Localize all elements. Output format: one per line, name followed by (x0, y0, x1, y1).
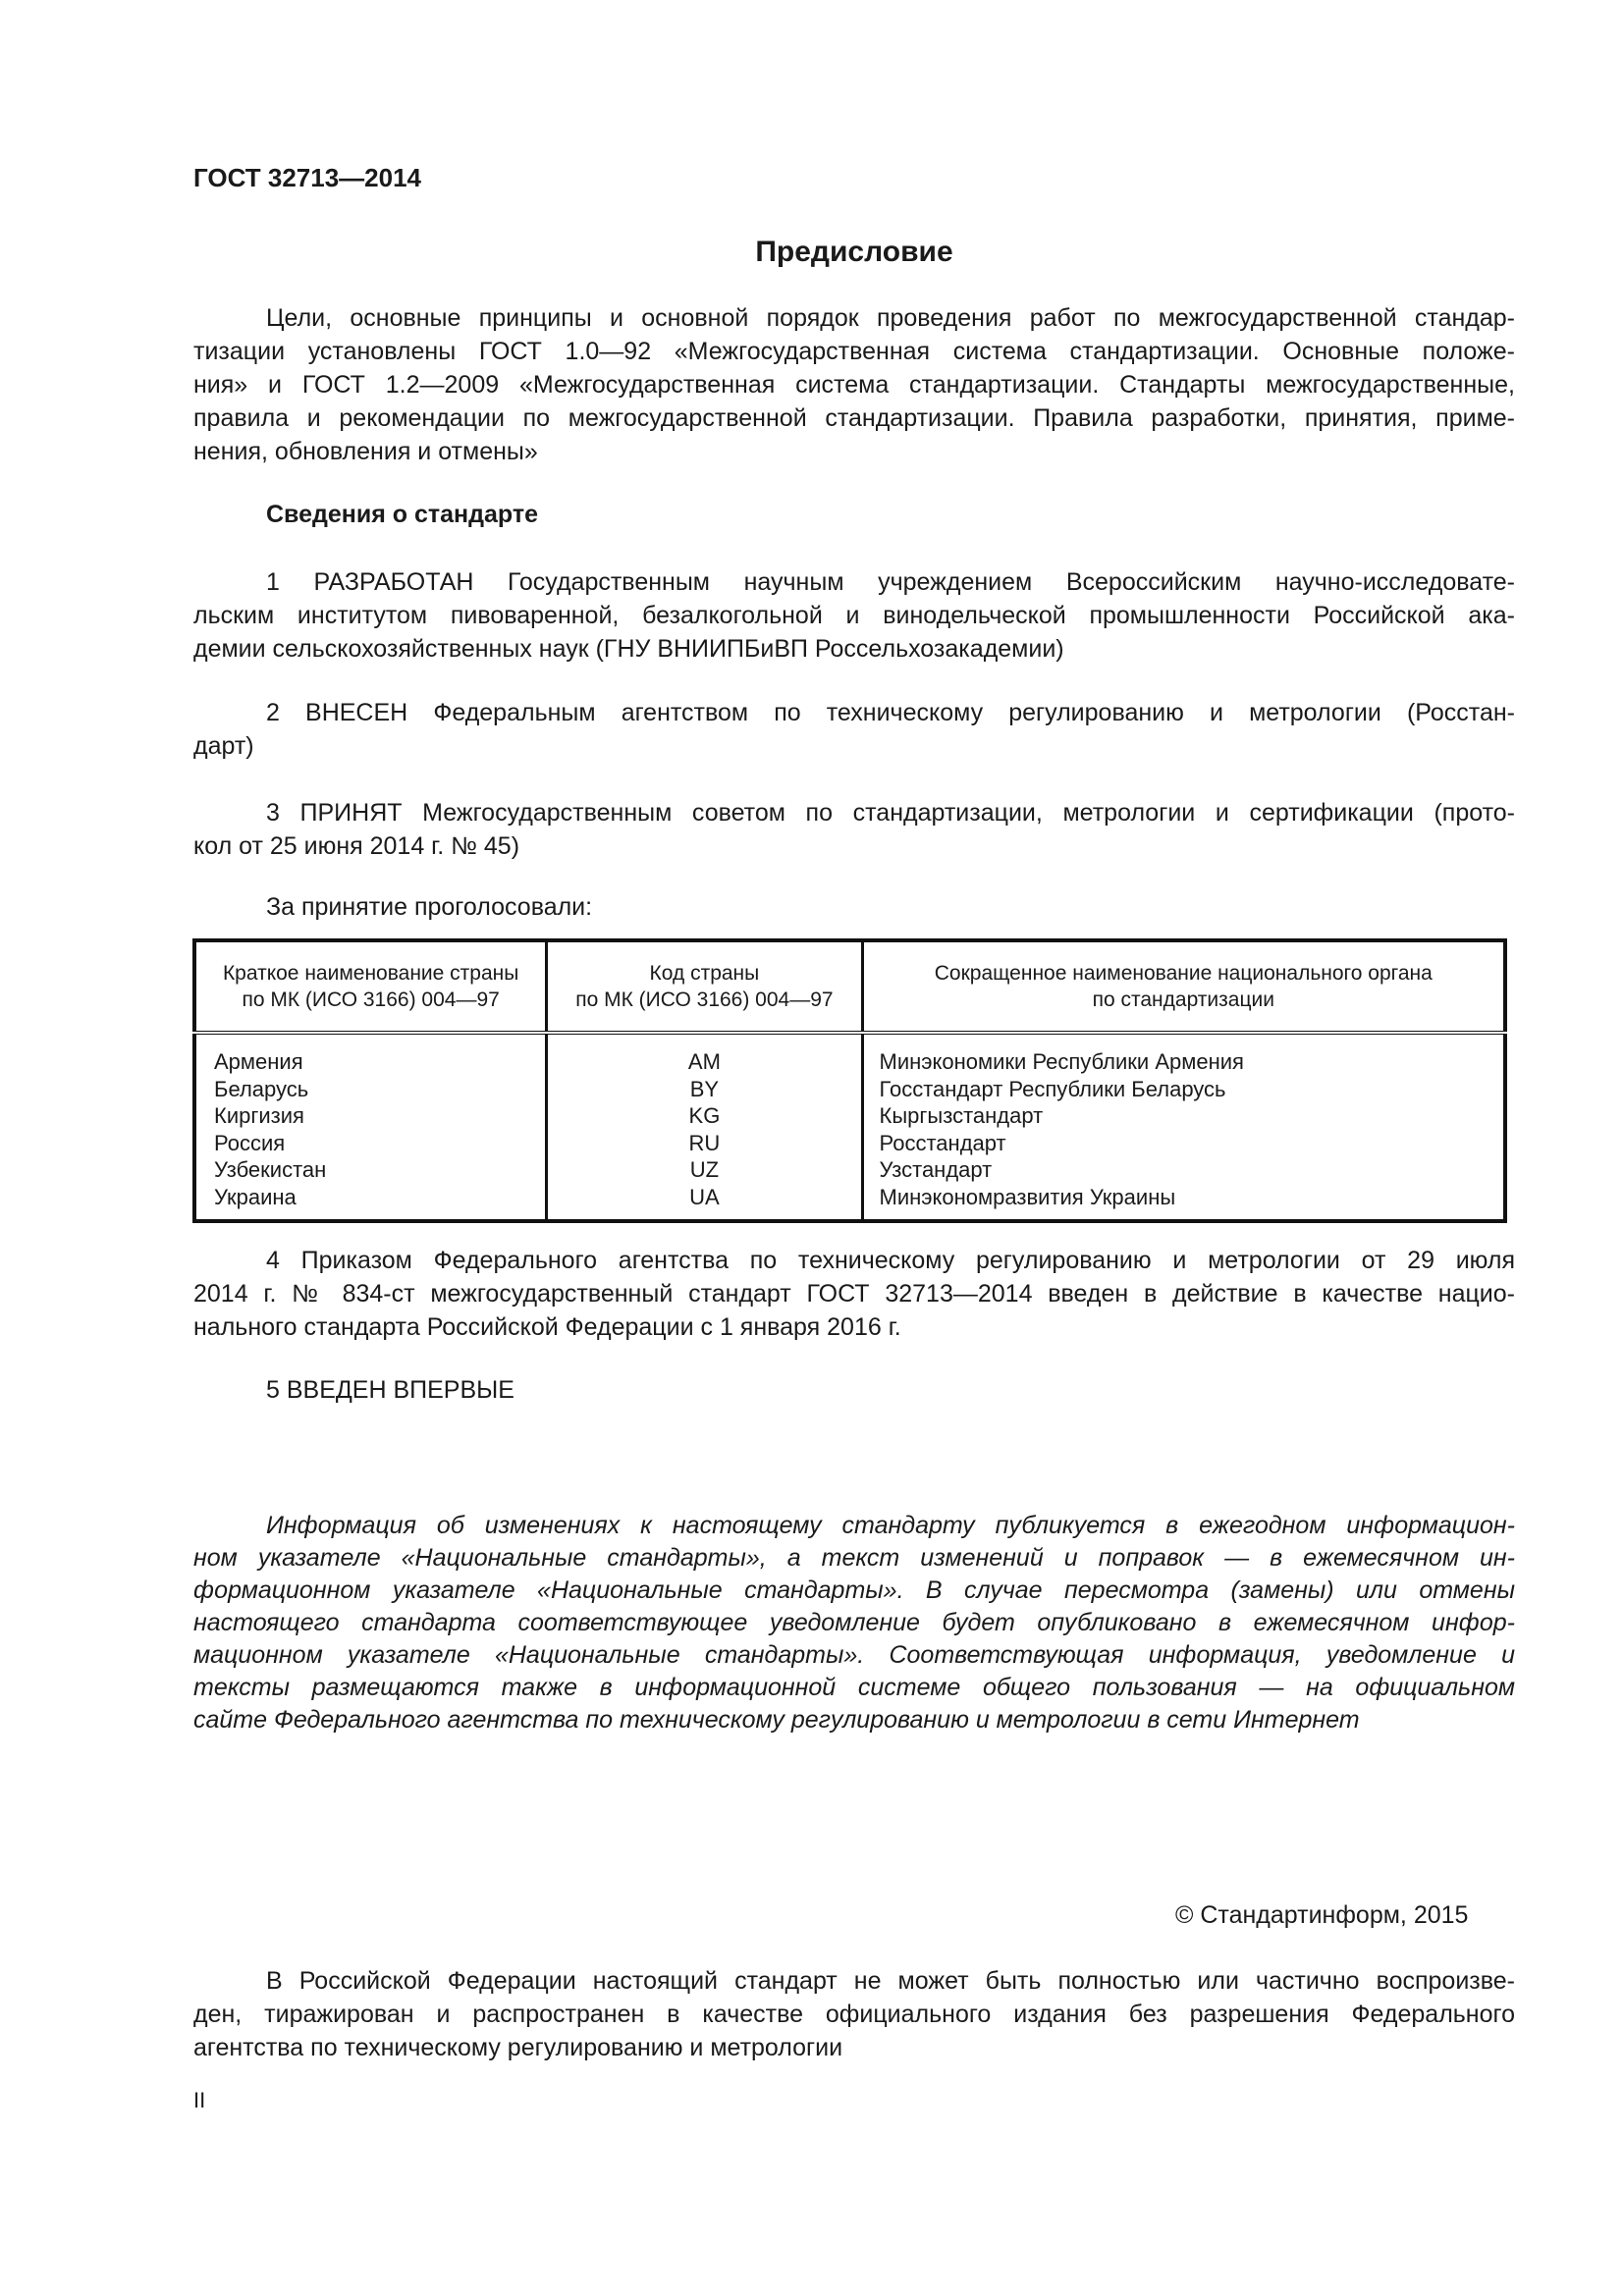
text-line: 2 ВНЕСЕН Федеральным агентством по техническому регулированию и метрологии (Росстан- (266, 699, 1515, 726)
text-line: ден, тиражирован и распространен в качестве официального издания без разрешения Федерального (193, 2001, 1515, 2028)
page-title: Предисловие (755, 236, 953, 268)
item-3-adopted (193, 796, 1515, 863)
text-line: ния» и ГОСТ 1.2—2009 «Межгосударственная система стандартизации. Стандарты межгосударственные, (193, 371, 1515, 399)
changes-info-paragraph (193, 1509, 1515, 1735)
text-line: 1 РАЗРАБОТАН Государственным научным учреждением Всероссийским научно-исследовате- (266, 568, 1515, 596)
country-cell: Армения Беларусь Киргизия Россия Узбекистан Украина (194, 1033, 547, 1221)
text-line: сайте Федерального агентства по техническому регулированию и метрологии в сети Интернет (193, 1706, 1360, 1734)
text-line: льским институтом пивоваренной, безалкогольной и винодельческой промышленности Российской ака- (193, 602, 1515, 629)
reproduction-rights-paragraph (193, 1964, 1515, 2064)
text-line: кол от 25 июня 2014 г. № 45) (193, 832, 520, 860)
voting-countries-table (192, 938, 1507, 1223)
column-header-code: Код страны по МК (ИСО 3166) 004—97 (547, 940, 862, 1033)
text-line: правила и рекомендации по межгосударственной стандартизации. Правила разработки, принятия, приме- (193, 404, 1515, 432)
text-line: 3 ПРИНЯТ Межгосударственным советом по стандартизации, метрологии и сертификации (прото- (266, 799, 1515, 827)
national-body-cell: Минэкономики Республики Армения Госстандарт Республики Беларусь Кыргызстандарт Росстандарт Узстандарт Минэкономразвития Украины (862, 1033, 1505, 1221)
column-header-country: Краткое наименование страны по МК (ИСО 3166) 004—97 (194, 940, 547, 1033)
column-header-national-body: Сокращенное наименование национального органа по стандартизации (862, 940, 1505, 1033)
text-line: нения, обновления и отмены» (193, 438, 538, 465)
section-subheading: Сведения о стандарте (266, 501, 539, 528)
item-2-submitted (193, 696, 1515, 763)
table-header-row (194, 940, 1505, 1033)
text-line: 2014 г. № 834-ст межгосударственный стандарт ГОСТ 32713—2014 введен в действие в качестве нацио- (193, 1280, 1515, 1308)
text-line: нального стандарта Российской Федерации с 1 января 2016 г. (193, 1313, 901, 1341)
text-line: мационном указателе «Национальные стандарты». Соответствующая информация, уведомление и (193, 1641, 1515, 1669)
copyright-notice: © Стандартинформ, 2015 (1175, 1901, 1469, 1929)
text-line: 4 Приказом Федерального агентства по техническому регулированию и метрологии от 29 июля (266, 1247, 1515, 1274)
page-number: II (193, 2088, 206, 2112)
text-line: демии сельскохозяйственных наук (ГНУ ВНИИПБиВП Россельхозакадемии) (193, 635, 1064, 663)
text-line: 5 ВВЕДЕН ВПЕРВЫЕ (266, 1376, 514, 1404)
text-line: дарт) (193, 732, 254, 760)
item-1-developed (193, 565, 1515, 666)
table-row (194, 1033, 1505, 1221)
code-cell: AM BY KG RU UZ UA (547, 1033, 862, 1221)
text-line: формационном указателе «Национальные стандарты». В случае пересмотра (замены) или отмены (193, 1576, 1515, 1604)
text-line: тизации установлены ГОСТ 1.0—92 «Межгосударственная система стандартизации. Основные положе- (193, 338, 1515, 365)
document-header: ГОСТ 32713—2014 (193, 163, 421, 192)
text-line: настоящего стандарта соответствующее уведомление будет опубликовано в ежемесячном инфор- (193, 1609, 1515, 1636)
text-line: ном указателе «Национальные стандарты», а текст изменений и поправок — в ежемесячном ин- (193, 1544, 1515, 1572)
text-line: В Российской Федерации настоящий стандарт не может быть полностью или частично воспроизве- (266, 1967, 1515, 1995)
voted-label (193, 890, 1515, 924)
text-line: Цели, основные принципы и основной порядок проведения работ по межгосударственной стандар- (266, 304, 1515, 332)
text-line: Информация об изменениях к настоящему стандарту публикуется в ежегодном информацион- (266, 1512, 1515, 1539)
text-line: тексты размещаются также в информационной системе общего пользования — на официальном (193, 1674, 1515, 1701)
item-4-order (193, 1244, 1515, 1344)
preamble-paragraph (193, 301, 1515, 468)
text-line: За принятие проголосовали: (266, 893, 593, 921)
text-line: агентства по техническому регулированию и метрологии (193, 2034, 843, 2061)
item-5-first-introduced (193, 1373, 1515, 1407)
